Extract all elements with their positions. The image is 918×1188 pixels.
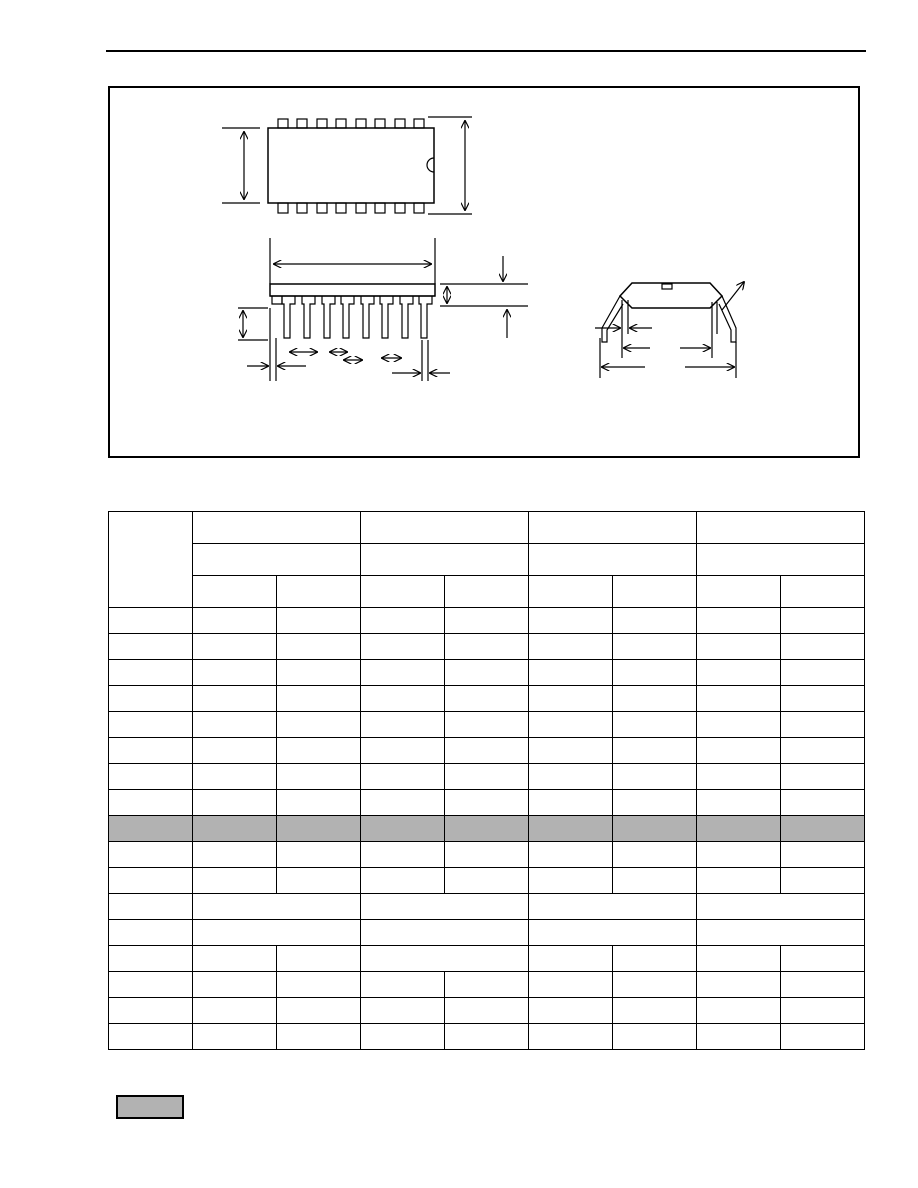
- table-row: [109, 712, 865, 738]
- table-cell: [697, 634, 781, 660]
- table-cell: [445, 1024, 529, 1050]
- table-cell: [697, 920, 865, 946]
- table-header-row: [109, 544, 865, 576]
- table-cell: [361, 894, 529, 920]
- table-cell: [697, 764, 781, 790]
- table-cell: [781, 868, 865, 894]
- table-row: [109, 920, 865, 946]
- table-cell: [109, 634, 193, 660]
- table-cell: [361, 608, 445, 634]
- table-cell: [613, 712, 697, 738]
- table-row: [109, 946, 865, 972]
- table-cell: [613, 868, 697, 894]
- table-cell: [781, 686, 865, 712]
- table-cell: [193, 660, 277, 686]
- end-view: [595, 282, 744, 378]
- table-cell: [109, 764, 193, 790]
- header-cell: [361, 544, 529, 576]
- table-cell: [613, 608, 697, 634]
- table-cell: [193, 790, 277, 816]
- table-cell: [781, 998, 865, 1024]
- table-cell: [529, 764, 613, 790]
- table-cell: [697, 608, 781, 634]
- table-cell: [193, 712, 277, 738]
- header-cell: [193, 576, 277, 608]
- table-cell: [529, 972, 613, 998]
- table-cell: [781, 764, 865, 790]
- table-cell: [781, 946, 865, 972]
- table-cell: [529, 842, 613, 868]
- table-cell: [109, 894, 193, 920]
- header-cell: [361, 576, 445, 608]
- table-cell: [193, 972, 277, 998]
- header-cell: [697, 576, 781, 608]
- header-cell: [697, 544, 865, 576]
- table-cell: [361, 790, 445, 816]
- table-cell: [529, 998, 613, 1024]
- table-cell: [697, 946, 781, 972]
- table-row: [109, 998, 865, 1024]
- table-cell: [361, 660, 445, 686]
- table-cell: [277, 816, 361, 842]
- table-cell: [781, 738, 865, 764]
- table-cell: [529, 920, 697, 946]
- table-cell: [445, 634, 529, 660]
- table-cell: [277, 738, 361, 764]
- table-cell: [781, 816, 865, 842]
- table-cell: [529, 712, 613, 738]
- table-cell: [697, 790, 781, 816]
- table-cell: [445, 998, 529, 1024]
- header-cell: [277, 576, 361, 608]
- table-row: [109, 608, 865, 634]
- table-cell: [193, 764, 277, 790]
- table-cell: [445, 868, 529, 894]
- table-cell: [277, 686, 361, 712]
- top-view: [222, 117, 472, 214]
- table-cell: [445, 738, 529, 764]
- table-cell: [109, 920, 193, 946]
- table-cell: [445, 660, 529, 686]
- table-cell: [445, 842, 529, 868]
- table-cell: [697, 972, 781, 998]
- table-cell: [193, 998, 277, 1024]
- table-cell: [193, 920, 361, 946]
- table-cell: [697, 894, 865, 920]
- table-cell: [109, 972, 193, 998]
- table-cell: [193, 816, 277, 842]
- table-cell: [697, 660, 781, 686]
- table-cell: [109, 738, 193, 764]
- table-cell: [529, 738, 613, 764]
- table-cell: [781, 608, 865, 634]
- table-row: [109, 1024, 865, 1050]
- table-cell: [529, 894, 697, 920]
- table-cell: [193, 608, 277, 634]
- table-cell: [613, 816, 697, 842]
- table-cell: [613, 686, 697, 712]
- table-cell: [277, 972, 361, 998]
- table-cell: [529, 868, 613, 894]
- table-header-row: [109, 576, 865, 608]
- table-cell: [445, 816, 529, 842]
- header-cell: [109, 512, 193, 608]
- table-cell: [277, 790, 361, 816]
- table-cell: [361, 972, 445, 998]
- header-cell: [781, 576, 865, 608]
- side-view: [238, 238, 528, 381]
- header-cell: [613, 576, 697, 608]
- table-cell: [277, 1024, 361, 1050]
- table-cell: [445, 686, 529, 712]
- table-cell: [193, 1024, 277, 1050]
- table-cell: [109, 946, 193, 972]
- table-cell: [277, 660, 361, 686]
- table-cell: [277, 868, 361, 894]
- table-row: [109, 634, 865, 660]
- table-cell: [697, 998, 781, 1024]
- table-cell: [529, 608, 613, 634]
- table-row: [109, 738, 865, 764]
- table-cell: [277, 608, 361, 634]
- table-cell: [613, 842, 697, 868]
- header-cell: [529, 512, 697, 544]
- table-cell: [109, 660, 193, 686]
- table-cell: [361, 634, 445, 660]
- table-row: [109, 868, 865, 894]
- header-cell: [529, 544, 697, 576]
- table-cell: [445, 608, 529, 634]
- table-cell: [277, 764, 361, 790]
- table-header-row: [109, 512, 865, 544]
- table-cell: [697, 816, 781, 842]
- table-cell: [613, 1024, 697, 1050]
- table-cell: [697, 712, 781, 738]
- table-cell: [109, 712, 193, 738]
- table-cell: [109, 1024, 193, 1050]
- table-cell: [781, 660, 865, 686]
- table-cell: [193, 894, 361, 920]
- table-cell: [361, 920, 529, 946]
- table-cell: [109, 790, 193, 816]
- table-cell: [781, 972, 865, 998]
- table-cell: [613, 972, 697, 998]
- table-cell: [361, 738, 445, 764]
- table-cell: [613, 946, 697, 972]
- table-cell: [361, 1024, 445, 1050]
- table-cell: [361, 868, 445, 894]
- table-cell: [781, 634, 865, 660]
- shaded-legend-swatch: [116, 1095, 184, 1119]
- header-rule: [106, 50, 866, 52]
- table-cell: [109, 868, 193, 894]
- dimensions-table: [108, 511, 865, 1050]
- table-cell: [277, 998, 361, 1024]
- table-cell: [697, 842, 781, 868]
- table-cell: [613, 764, 697, 790]
- table-row: [109, 764, 865, 790]
- table-row: [109, 686, 865, 712]
- table-cell: [613, 660, 697, 686]
- table-cell: [529, 660, 613, 686]
- table-cell: [697, 686, 781, 712]
- table-cell: [109, 816, 193, 842]
- table-cell: [277, 712, 361, 738]
- package-drawing: [110, 88, 862, 460]
- header-cell: [445, 576, 529, 608]
- table-cell: [613, 998, 697, 1024]
- table-cell: [781, 790, 865, 816]
- table-cell: [109, 998, 193, 1024]
- table-cell: [613, 790, 697, 816]
- table-row: [109, 842, 865, 868]
- header-cell: [193, 512, 361, 544]
- table-cell: [613, 634, 697, 660]
- header-cell: [193, 544, 361, 576]
- package-outline-diagram: [108, 86, 860, 458]
- table-cell: [361, 816, 445, 842]
- table-row: [109, 790, 865, 816]
- table-cell: [529, 946, 613, 972]
- table-cell: [193, 686, 277, 712]
- table-cell: [361, 842, 445, 868]
- table-cell: [445, 712, 529, 738]
- header-cell: [697, 512, 865, 544]
- table-cell: [193, 842, 277, 868]
- table-cell: [193, 868, 277, 894]
- table-cell: [193, 634, 277, 660]
- table-cell: [445, 972, 529, 998]
- table-row: [109, 972, 865, 998]
- table-cell: [109, 842, 193, 868]
- table-cell: [109, 686, 193, 712]
- header-cell: [529, 576, 613, 608]
- table-cell: [529, 634, 613, 660]
- table-cell: [361, 998, 445, 1024]
- table-cell: [361, 946, 529, 972]
- table-cell: [361, 764, 445, 790]
- table-cell: [697, 1024, 781, 1050]
- table-cell: [109, 608, 193, 634]
- table-cell: [277, 634, 361, 660]
- table-row: [109, 894, 865, 920]
- table-cell: [445, 790, 529, 816]
- table-cell: [529, 816, 613, 842]
- table-cell: [277, 946, 361, 972]
- table-cell: [781, 1024, 865, 1050]
- table-cell: [193, 738, 277, 764]
- header-cell: [361, 512, 529, 544]
- table-cell: [613, 738, 697, 764]
- table-cell: [277, 842, 361, 868]
- table-row-shaded: [109, 816, 865, 842]
- table-row: [109, 660, 865, 686]
- table-cell: [781, 842, 865, 868]
- table-cell: [529, 686, 613, 712]
- table-cell: [361, 686, 445, 712]
- table-cell: [529, 790, 613, 816]
- table-cell: [697, 738, 781, 764]
- table-cell: [193, 946, 277, 972]
- table-cell: [781, 712, 865, 738]
- table-cell: [445, 764, 529, 790]
- table-cell: [697, 868, 781, 894]
- table-cell: [361, 712, 445, 738]
- table-cell: [529, 1024, 613, 1050]
